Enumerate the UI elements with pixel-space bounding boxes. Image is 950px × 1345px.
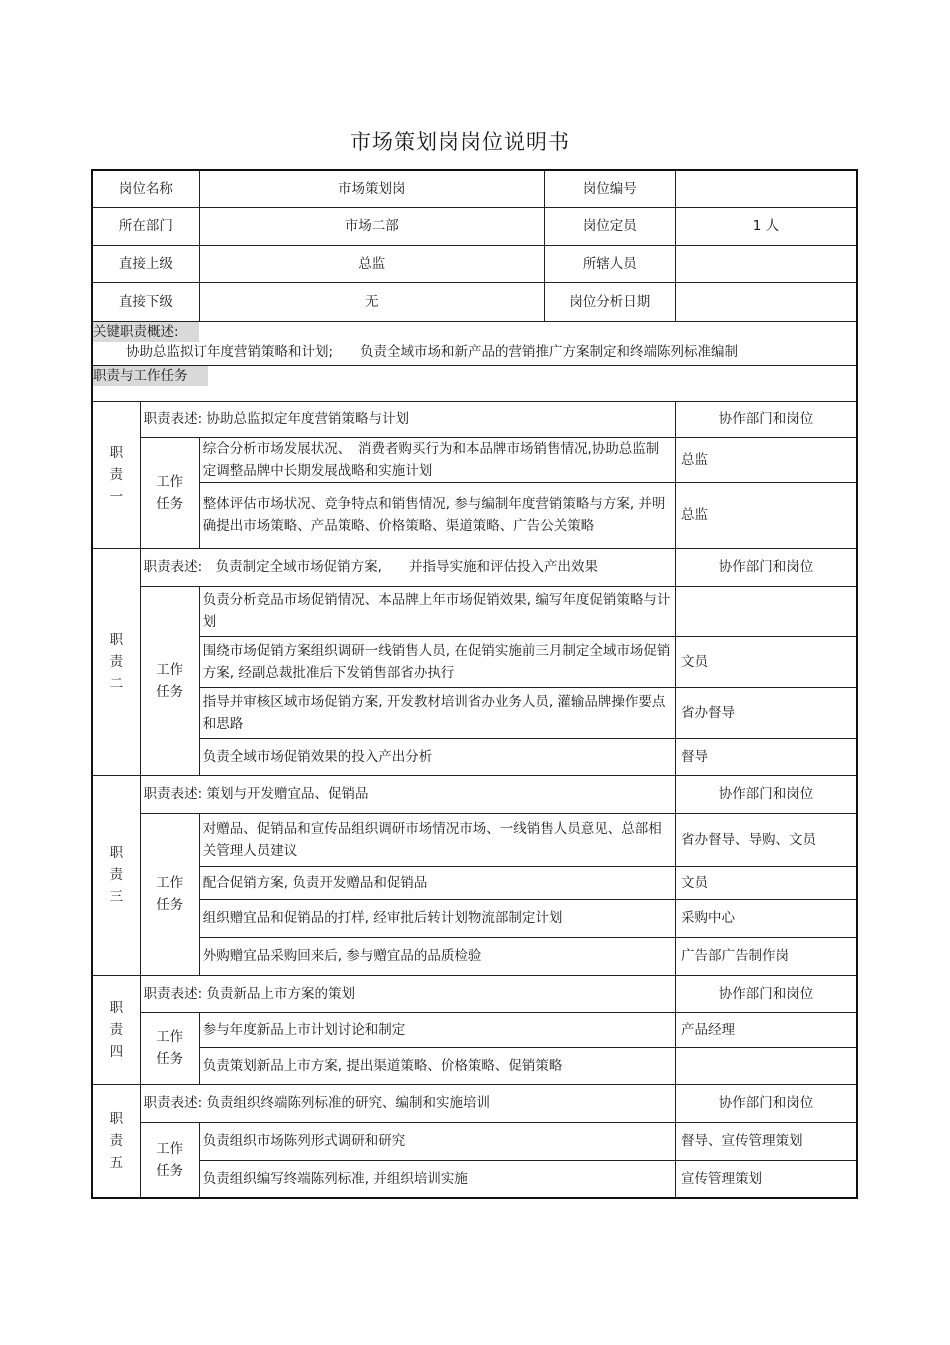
task-label: 工作 任务 <box>140 586 199 775</box>
duties-section <box>92 401 857 1198</box>
task-partner: 总监 <box>675 437 857 482</box>
task-row <box>92 687 857 738</box>
basic-row <box>92 282 857 321</box>
task-row <box>92 866 857 899</box>
basic-row <box>92 207 857 245</box>
field-value: 市场策划岗 <box>199 170 544 207</box>
field-label: 所在部门 <box>92 207 199 245</box>
task-partner: 广告部广告制作岗 <box>675 937 857 975</box>
task-text: 对赠品、促销品和宣传品组织调研市场情况市场、一线销售人员意见、总部相关管理人员建议 <box>199 813 675 866</box>
duty-desc-row <box>92 1084 857 1122</box>
task-text: 参与年度新品上市计划讨论和制定 <box>199 1012 675 1047</box>
field-value: 总监 <box>199 245 544 282</box>
task-partner: 采购中心 <box>675 899 857 937</box>
task-text: 负责全域市场促销效果的投入产出分析 <box>199 738 675 775</box>
task-partner: 总监 <box>675 482 857 548</box>
basic-row <box>92 245 857 282</box>
task-row <box>92 482 857 548</box>
task-row <box>92 586 857 636</box>
task-row <box>92 1012 857 1047</box>
field-label: 岗位分析日期 <box>544 282 675 321</box>
duty-name: 职 责 五 <box>92 1084 140 1198</box>
task-label: 工作 任务 <box>140 813 199 975</box>
task-row <box>92 1122 857 1160</box>
task-row <box>92 738 857 775</box>
task-row <box>92 1160 857 1198</box>
task-row <box>92 813 857 866</box>
field-value: 无 <box>199 282 544 321</box>
duty-description: 职责表述: 负责制定全域市场促销方案, 并指导实施和评估投入产出效果 <box>140 548 675 586</box>
field-label: 岗位名称 <box>92 170 199 207</box>
summary-label: 关键职责概述: <box>93 322 199 342</box>
task-partner: 文员 <box>675 866 857 899</box>
duty-desc-row <box>92 775 857 813</box>
field-value: 市场二部 <box>199 207 544 245</box>
task-partner: 文员 <box>675 636 857 687</box>
duty-desc-row <box>92 548 857 586</box>
task-row <box>92 636 857 687</box>
task-partner: 督导 <box>675 738 857 775</box>
task-text: 指导并审核区域市场促销方案, 开发教材培训省办业务人员, 灌输品牌操作要点和思路 <box>199 687 675 738</box>
duty-description: 职责表述: 负责组织终端陈列标准的研究、编制和实施培训 <box>140 1084 675 1122</box>
task-text: 组织赠宜品和促销品的打样, 经审批后转计划物流部制定计划 <box>199 899 675 937</box>
task-text: 配合促销方案, 负责开发赠品和促销品 <box>199 866 675 899</box>
task-label: 工作 任务 <box>140 437 199 548</box>
partner-header: 协作部门和岗位 <box>675 975 857 1012</box>
field-value <box>675 170 857 207</box>
task-text: 负责组织市场陈列形式调研和研究 <box>199 1122 675 1160</box>
task-partner: 省办督导、导购、文员 <box>675 813 857 866</box>
duty-desc-row <box>92 975 857 1012</box>
duty-desc-row <box>92 401 857 437</box>
duty-name: 职 责 二 <box>92 548 140 775</box>
task-text: 围绕市场促销方案组织调研一线销售人员, 在促销实施前三月制定全域市场促销方案, 经副总裁批准后下发销售部省办执行 <box>199 636 675 687</box>
duties-label-row <box>92 365 857 401</box>
field-value <box>675 245 857 282</box>
task-partner: 宣传管理策划 <box>675 1160 857 1198</box>
duty-description: 职责表述: 策划与开发赠宜品、促销品 <box>140 775 675 813</box>
page-title: 市场策划岗岗位说明书 <box>350 130 570 154</box>
partner-header: 协作部门和岗位 <box>675 1084 857 1122</box>
summary-row <box>92 321 857 365</box>
task-text: 负责分析竞品市场促销情况、本品牌上年市场促销效果, 编写年度促销策略与计划 <box>199 586 675 636</box>
duty-name: 职 责 四 <box>92 975 140 1084</box>
partner-header: 协作部门和岗位 <box>675 401 857 437</box>
task-row <box>92 937 857 975</box>
duty-description: 职责表述: 协助总监拟定年度营销策略与计划 <box>140 401 675 437</box>
partner-header: 协作部门和岗位 <box>675 548 857 586</box>
task-partner <box>675 1047 857 1084</box>
task-text: 负责组织编写终端陈列标准, 并组织培训实施 <box>199 1160 675 1198</box>
task-label: 工作 任务 <box>140 1122 199 1198</box>
duty-name: 职 责 三 <box>92 775 140 975</box>
task-text: 整体评估市场状况、竞争特点和销售情况, 参与编制年度营销策略与方案, 并明确提出市场策略、产品策略、价格策略、渠道策略、广告公关策略 <box>199 482 675 548</box>
task-row <box>92 437 857 482</box>
duty-name: 职 责 一 <box>92 401 140 548</box>
task-partner: 督导、宣传管理策划 <box>675 1122 857 1160</box>
task-partner: 省办督导 <box>675 687 857 738</box>
task-text: 负责策划新品上市方案, 提出渠道策略、价格策略、促销策略 <box>199 1047 675 1084</box>
task-row <box>92 1047 857 1084</box>
field-label: 岗位定员 <box>544 207 675 245</box>
task-partner <box>675 586 857 636</box>
duties-label: 职责与工作任务 <box>93 366 208 386</box>
field-label: 所辖人员 <box>544 245 675 282</box>
task-text: 外购赠宜品采购回来后, 参与赠宜品的品质检验 <box>199 937 675 975</box>
task-row <box>92 899 857 937</box>
field-label: 岗位编号 <box>544 170 675 207</box>
basic-row <box>92 170 857 207</box>
field-value: 1 人 <box>675 207 857 245</box>
job-description-table <box>91 169 858 1199</box>
field-value <box>675 282 857 321</box>
partner-header: 协作部门和岗位 <box>675 775 857 813</box>
summary-text: 协助总监拟订年度营销策略和计划; 负责全域市场和新产品的营销推广方案制定和终端陈列标准编制 <box>126 343 739 360</box>
duty-description: 职责表述: 负责新品上市方案的策划 <box>140 975 675 1012</box>
task-text: 综合分析市场发展状况、 消费者购买行为和本品牌市场销售情况,协助总监制定调整品牌中长期发展战略和实施计划 <box>199 437 675 482</box>
field-label: 直接下级 <box>92 282 199 321</box>
task-partner: 产品经理 <box>675 1012 857 1047</box>
field-label: 直接上级 <box>92 245 199 282</box>
task-label: 工作 任务 <box>140 1012 199 1084</box>
